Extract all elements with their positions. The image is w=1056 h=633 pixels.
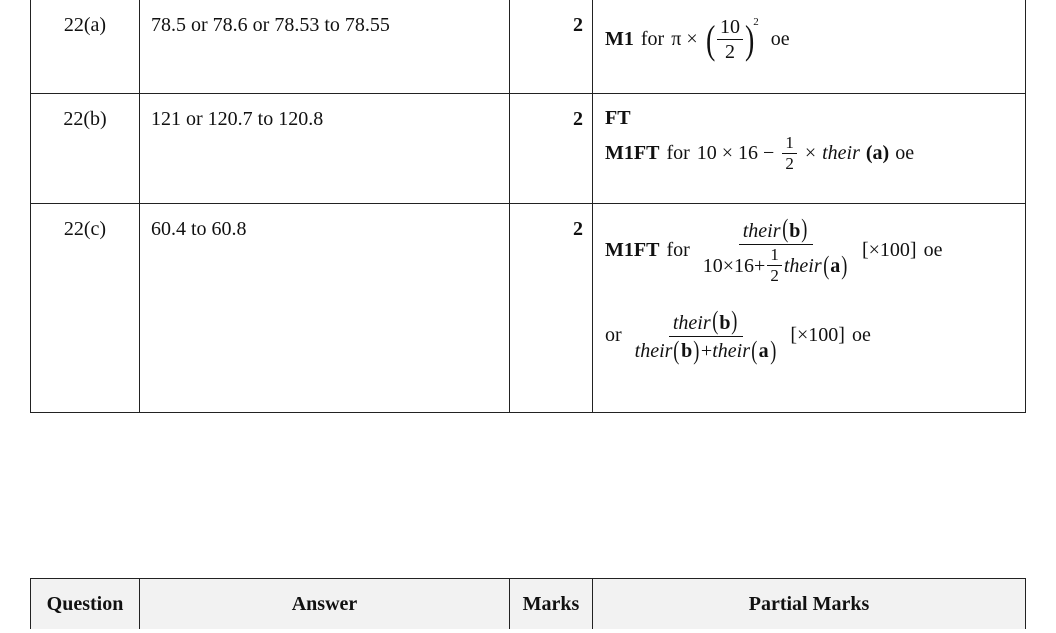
table-row [31, 203, 1026, 412]
marks-cell: 2 [510, 93, 593, 203]
fraction-numerator: 10 [717, 16, 743, 40]
marks-cell: 2 [510, 203, 593, 412]
right-paren: ) [744, 16, 755, 62]
part-reference: (a) [865, 142, 890, 165]
fraction [700, 213, 852, 286]
mark-scheme-table [30, 0, 1026, 413]
fraction [782, 134, 797, 174]
method-mark-label: M1FT [605, 239, 660, 262]
oe-text: oe [851, 324, 871, 347]
half-fraction: $\frac{1}{2}$ [767, 246, 782, 286]
header-row [31, 579, 1026, 630]
partial-marks-cell [593, 93, 1026, 203]
oe-text: oe [923, 239, 943, 262]
table-row [31, 0, 1026, 93]
fraction-numerator: their(b) [669, 308, 743, 337]
left-paren: ( [705, 16, 715, 62]
marks-cell: 2 [510, 0, 593, 93]
oe-text: oe [770, 28, 790, 50]
table-row [31, 93, 1026, 203]
answer-cell: 78.5 or 78.6 or 78.53 to 78.55 [140, 0, 510, 93]
answer-cell: 60.4 to 60.8 [140, 203, 510, 412]
answer-cell: 121 or 120.7 to 120.8 [140, 93, 510, 203]
fraction-denominator: 2 [785, 154, 794, 174]
method-mark-label: M1FT [605, 142, 660, 165]
for-text: for [666, 142, 690, 165]
fraction-numerator: their(b) [739, 216, 813, 245]
fraction [717, 16, 743, 63]
times-100: [×100] [861, 239, 917, 262]
their-text: their [822, 142, 860, 165]
fraction-denominator: 2 [724, 41, 735, 63]
ft-label: FT [605, 106, 631, 129]
fraction-numerator: 1 [782, 134, 797, 155]
fraction-denominator: 10×16+ $\frac{1}{2}$ their ( a ) [702, 244, 848, 286]
header-question: Question [31, 579, 140, 630]
expression-text: 10 × 16 − [696, 142, 775, 165]
question-cell: 22(a) [31, 0, 140, 93]
header-answer: Answer [140, 579, 510, 630]
partial-marks-cell [593, 0, 1026, 93]
question-cell: 22(c) [31, 203, 140, 412]
fraction [632, 305, 781, 365]
times-sign: × [804, 142, 817, 165]
header-partial-marks: Partial Marks [593, 579, 1026, 630]
or-text: or [605, 324, 622, 347]
header-marks: Marks [510, 579, 593, 630]
question-cell: 22(b) [31, 93, 140, 203]
pi-times: π × [671, 28, 698, 50]
partial-marks-cell [593, 203, 1026, 412]
oe-text: oe [895, 142, 915, 165]
method-mark-label: M1 [605, 28, 634, 50]
fraction-denominator: their ( b ) + their ( a ) [634, 335, 777, 365]
next-page-table-header [30, 578, 1026, 629]
for-text: for [640, 28, 665, 50]
times-100: [×100] [790, 324, 845, 347]
exponent: 2 [753, 15, 759, 28]
for-text: for [666, 239, 690, 262]
